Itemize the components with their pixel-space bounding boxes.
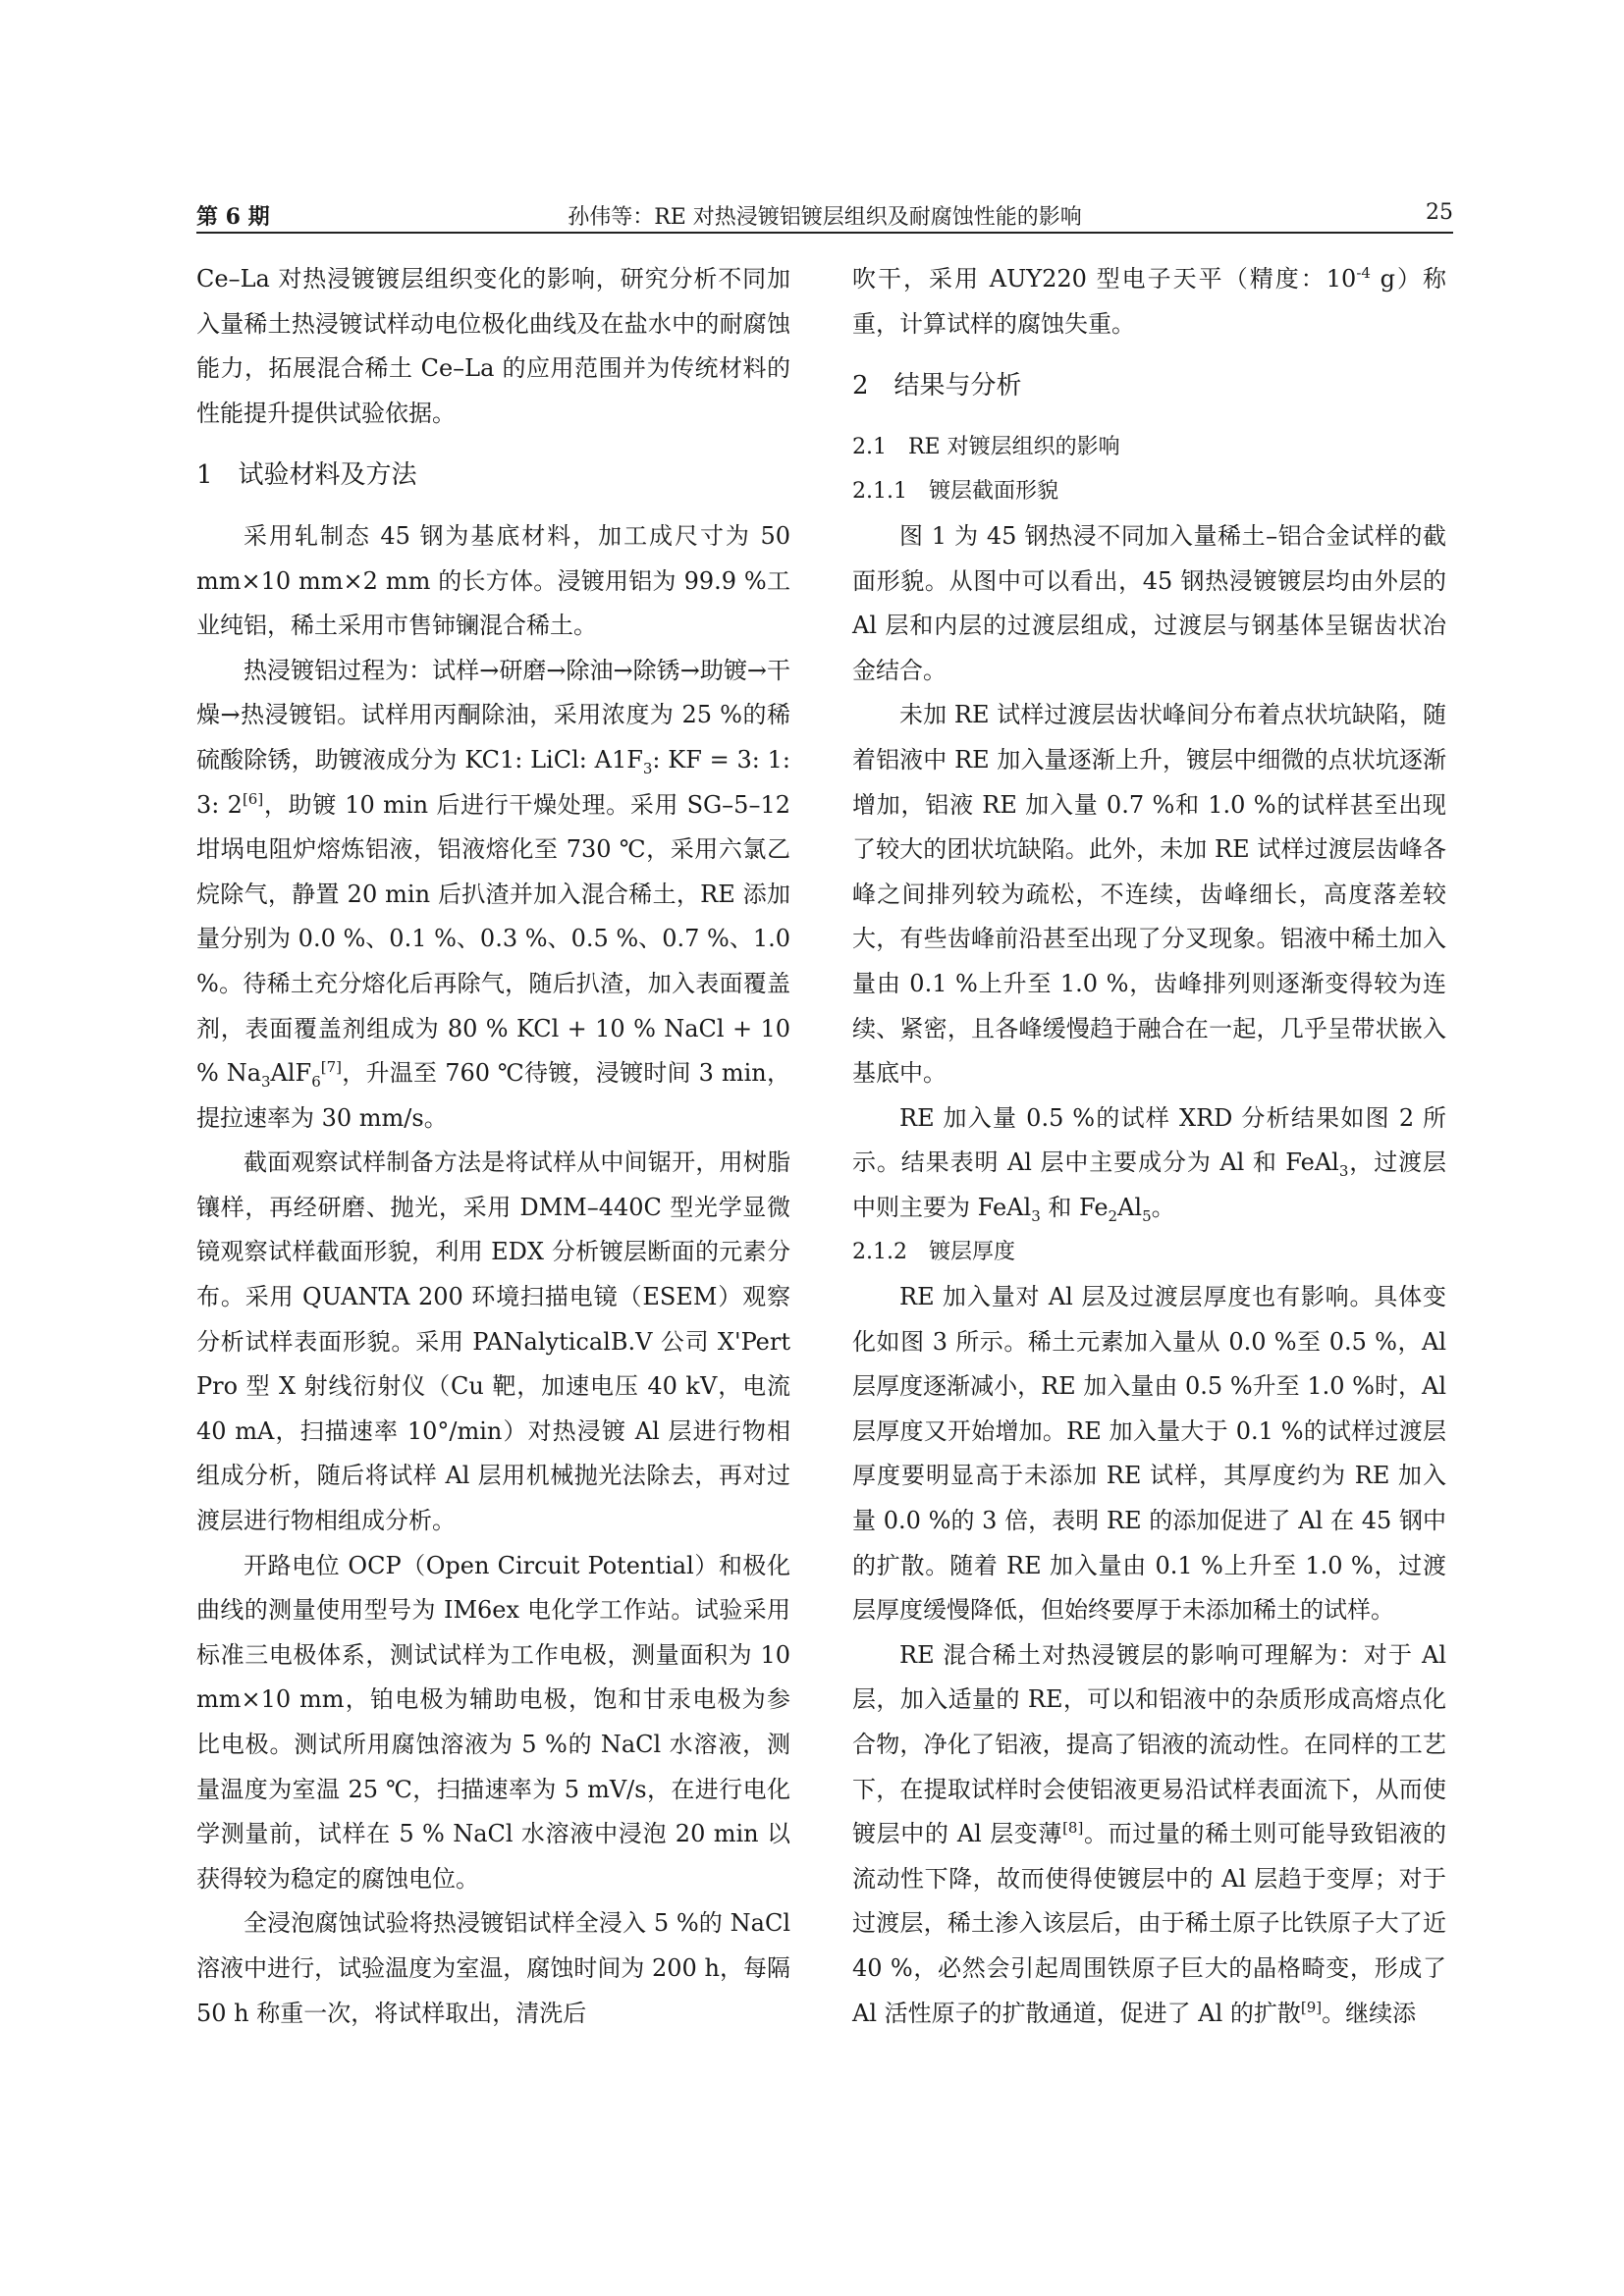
subscript: 6 (311, 1072, 321, 1091)
subscript: 3 (1031, 1206, 1041, 1225)
mech-text-a: RE 混合稀土对热浸镀层的影响可理解为：对于 Al 层，加入适量的 RE，可以和铝液中的杂质形成高熔点化合物，净化了铝液，提高了铝液的流动性。在同样的工艺下，在提取试样时会使铝液更易沿试样表面流下，从而使镀层中的 Al 层变薄 (852, 1640, 1446, 1848)
citation: [7] (320, 1058, 343, 1077)
continued-paragraph (852, 257, 1446, 347)
xrd-text-d: Al (1117, 1193, 1143, 1221)
mech-text-c: 。继续添 (1322, 1999, 1417, 2027)
process-text-c: ，助镀 10 min 后进行干燥处理。采用 SG–5–12 坩埚电阻炉熔炼铝液，铝液熔化至 730 ℃，采用六氯乙烷除气，静置 20 min 后扒渣并加入混合稀土，RE 添加量分别为 0.0 %、0.1 %、0.3 %、0.5 %、0.7 %、1.0 %。待稀土充分熔化后再除气，随后扒渣，加入表面覆盖剂，表面覆盖剂组成为 80 % KCl + 10 % NaCl + 10 % Na (196, 790, 790, 1088)
page-number: 25 (1426, 200, 1453, 225)
observation-paragraph: 截面观察试样制备方法是将试样从中间锯开，用树脂镶样，再经研磨、抛光，采用 DMM–440C 型光学显微镜观察试样截面形貌，利用 EDX 分析镀层断面的元素分布。采用 QUANTA 200 环境扫描电镜（ESEM）观察分析试样表面形貌。采用 PANalyticalB.V 公司 X'Pert Pro 型 X 射线衍射仪（Cu 靶，加速电压 40 kV，电流 40 mA，扫描速率 10°/min）对热浸镀 Al 层进行物相组成分析，随后将试样 Al 层用机械抛光法除去，再对过渡层进行物相组成分析。 (196, 1148, 790, 1535)
cont-text-b: g）称重，计算试样的腐蚀失重。 (852, 265, 1446, 338)
xrd-paragraph (852, 1096, 1446, 1231)
cross-section-paragraph: 图 1 为 45 钢热浸不同加入量稀土–铝合金试样的截面形貌。从图中可以看出，45 钢热浸镀镀层均由外层的 Al 层和内层的过渡层组成，过渡层与钢基体呈锯齿状冶金结合。 (852, 521, 1446, 684)
xrd-text-c: 和 Fe (1040, 1193, 1109, 1221)
issue-label: 第 6 期 (196, 204, 270, 230)
subscript: 3 (261, 1072, 271, 1091)
defect-paragraph: 未加 RE 试样过渡层齿状峰间分布着点状坑缺陷，随着铝液中 RE 加入量逐渐上升，镀层中细微的点状坑逐渐增加，铝液 RE 加入量 0.7 %和 1.0 %的试样甚至出现了较大的团状坑缺陷。此外，未加 RE 试样过渡层齿峰各峰之间排列较为疏松，不连续，齿峰细长，高度落差较大，有些齿峰前沿甚至出现了分叉现象。铝液中稀土加入量由 0.1 %上升至 1.0 %，齿峰排列则逐渐变得较为连续、紧密，且各峰缓慢趋于融合在一起，几乎呈带状嵌入基底中。 (852, 701, 1446, 1088)
subscript: 3 (1338, 1162, 1349, 1181)
materials-paragraph: 采用轧制态 45 钢为基底材料，加工成尺寸为 50 mm×10 mm×2 mm 的长方体。浸镀用铝为 99.9 %工业纯铝，稀土采用市售铈镧混合稀土。 (196, 521, 790, 640)
running-header (196, 194, 1453, 230)
xrd-text-e: 。 (1151, 1193, 1175, 1221)
xrd-text-a: RE 加入量 0.5 %的试样 XRD 分析结果如图 2 所示。结果表明 Al 层中主要成分为 Al 和 FeAl (852, 1103, 1446, 1177)
section-heading-1: 1 试验材料及方法 (196, 460, 417, 491)
left-column (196, 257, 790, 2036)
citation: [8] (1062, 1819, 1084, 1838)
process-text-a: 热浸镀铝过程为：试样→研磨→除油→除锈→助镀→干燥→热浸镀铝。试样用丙酮除油，采用浓度为 25 %的稀硫酸除锈，助镀液成分为 KC1: LiCl: A1F (196, 656, 790, 774)
subsection-heading-2-1-1: 2.1.1 镀层截面形貌 (852, 479, 1058, 505)
subsection-heading-2-1-2: 2.1.2 镀层厚度 (852, 1240, 1015, 1265)
right-column (852, 257, 1446, 2036)
thickness-paragraph: RE 加入量对 Al 层及过渡层厚度也有影响。具体变化如图 3 所示。稀土元素加入量从 0.0 %至 0.5 %，Al 层厚度逐渐减小，RE 加入量由 0.5 %升至 1.0 %时，Al 层厚度又开始增加。RE 加入量大于 0.1 %的试样过渡层厚度要明显高于未添加 RE 试样，其厚度约为 RE 加入量 0.0 %的 3 倍，表明 RE 的添加促进了 Al 在 45 钢中的扩散。随着 RE 加入量由 0.1 %上升至 1.0 %，过渡层厚度缓慢降低，但始终要厚于未添加稀土的试样。 (852, 1283, 1446, 1625)
citation: [9] (1300, 1998, 1323, 2016)
subsection-heading-2-1: 2.1 RE 对镀层组织的影响 (852, 434, 1120, 459)
superscript: -4 (1356, 264, 1371, 282)
subscript: 3 (642, 759, 653, 777)
process-text-d: AlF (270, 1059, 312, 1088)
intro-paragraph: Ce–La 对热浸镀镀层组织变化的影响，研究分析不同加入量稀土热浸镀试样动电位极化曲线及在盐水中的耐腐蚀能力，拓展混合稀土 Ce–La 的应用范围并为传统材料的性能提升提供试验依据。 (196, 265, 790, 427)
process-text-e: ，升温至 760 ℃待镀，浸镀时间 3 min，提拉速率为 30 mm/s。 (196, 1059, 790, 1132)
running-title: 孙伟等：RE 对热浸镀铝镀层组织及耐腐蚀性能的影响 (568, 205, 1082, 230)
citation: [6] (242, 789, 264, 808)
process-text-b: : KF = 3: 1: 3: 2 (196, 745, 790, 819)
mechanism-paragraph (852, 1633, 1446, 2036)
header-rule (196, 232, 1453, 234)
section-heading-2: 2 结果与分析 (852, 371, 1022, 401)
cont-text-a: 吹干，采用 AUY220 型电子天平（精度：10 (852, 265, 1357, 293)
subscript: 5 (1142, 1206, 1152, 1225)
mech-text-b: 。而过量的稀土则可能导致铝液的流动性下降，故而使得使镀层中的 Al 层趋于变厚；对于过渡层，稀土渗入该层后，由于稀土原子比铁原子大了近 40 %，必然会引起周围铁原子巨大的晶格畸变，形成了 Al 活性原子的扩散通道，促进了 Al 的扩散 (852, 1820, 1447, 2027)
process-paragraph (196, 649, 790, 1142)
subscript: 2 (1108, 1206, 1118, 1225)
immersion-paragraph: 全浸泡腐蚀试验将热浸镀铝试样全浸入 5 %的 NaCl 溶液中进行，试验温度为室温，腐蚀时间为 200 h，每隔 50 h 称重一次，将试样取出，清洗后 (196, 1909, 790, 2027)
xrd-text-b: ，过渡层中则主要为 FeAl (852, 1148, 1446, 1221)
electrochem-paragraph: 开路电位 OCP（Open Circuit Potential）和极化曲线的测量使用型号为 IM6ex 电化学工作站。试验采用标准三电极体系，测试试样为工作电极，测量面积为 10 mm×10 mm，铂电极为辅助电极，饱和甘汞电极为参比电极。测试所用腐蚀溶液为 5 %的 NaCl 水溶液，测量温度为室温 25 ℃，扫描速率为 5 mV/s，在进行电化学测量前，试样在 5 % NaCl 水溶液中浸泡 20 min 以获得较为稳定的腐蚀电位。 (196, 1551, 790, 1893)
